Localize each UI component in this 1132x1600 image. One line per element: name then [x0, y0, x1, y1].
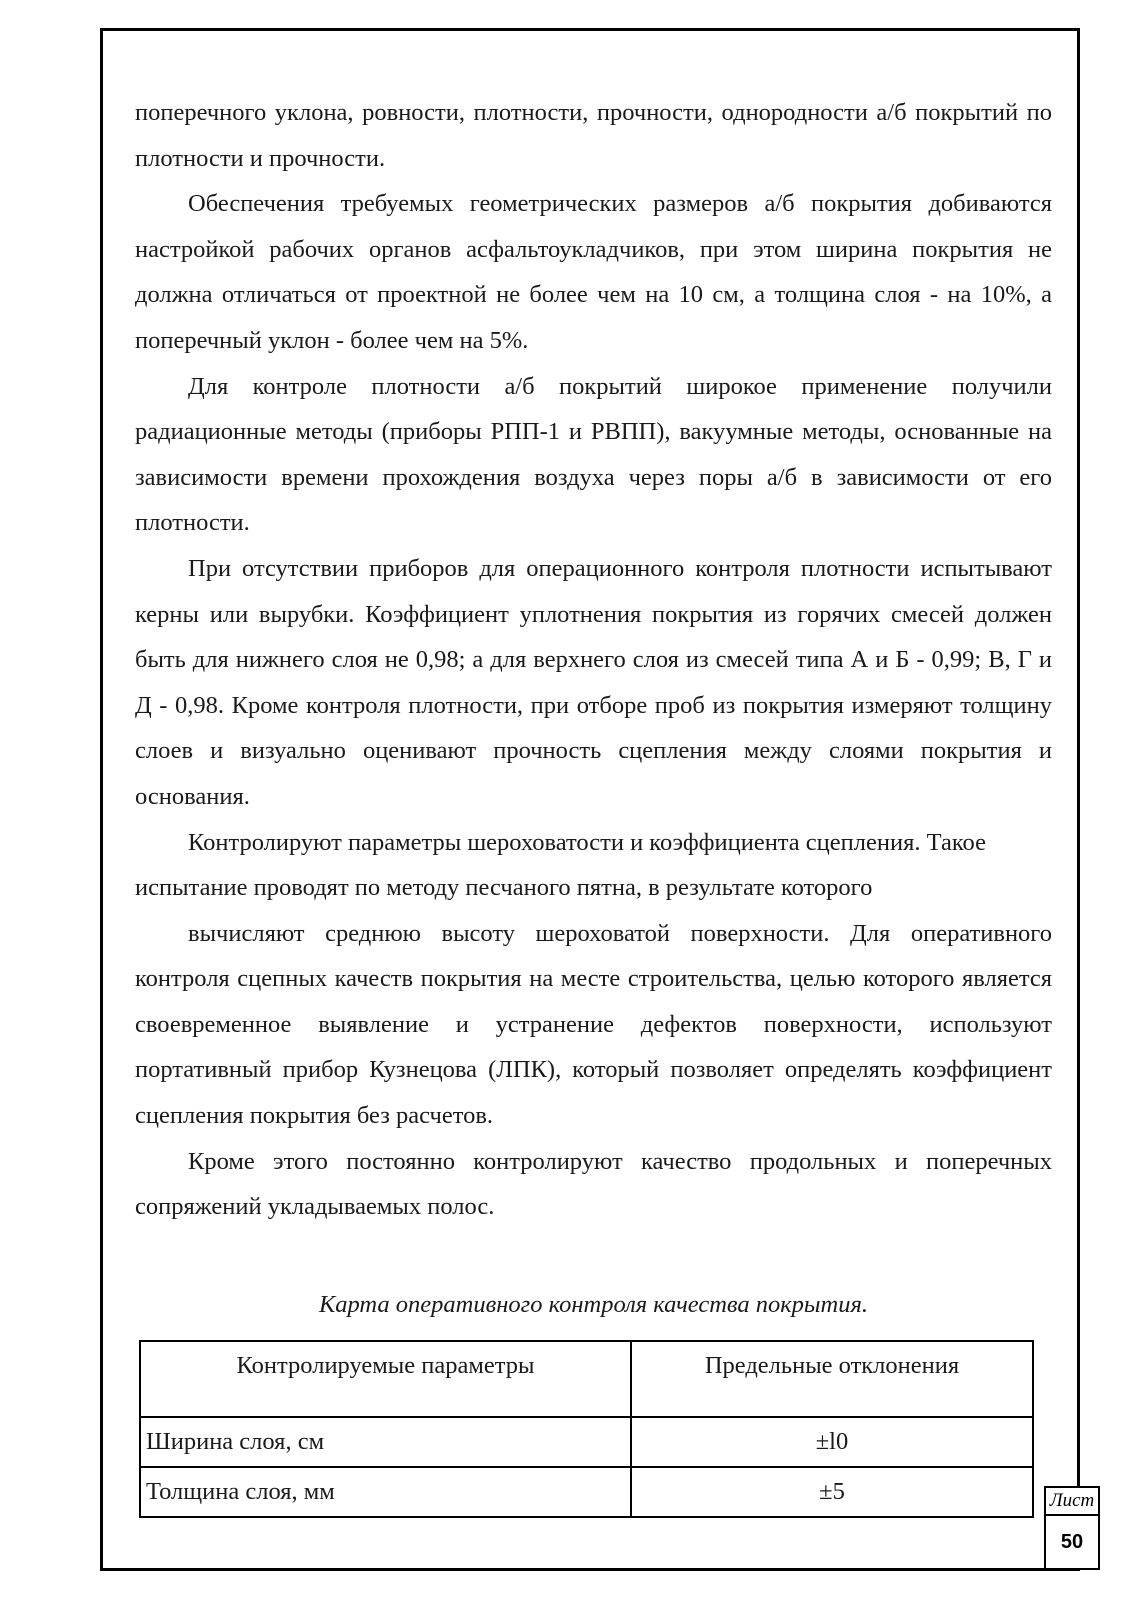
body-text	[135, 90, 1052, 1230]
table-row	[140, 1467, 1033, 1517]
paragraph-geometric-dimensions: Обеспечения требуемых геометрических размеров а/б покрытия добиваются настройкой рабочих органов асфальтоукладчиков, при этом ширина покрытия не должна отличаться от проектной не более чем на 10 см, а толщина слоя - на 10%, а поперечный уклон - более чем на 5%.	[135, 190, 1052, 354]
cell-parameter: Толщина слоя, мм	[140, 1467, 631, 1517]
paragraph-cores-testing: При отсутствии приборов для операционного контроля плотности испытывают керны или вырубки. Коэффициент уплотнения покрытия из горячих смесей должен быть для нижнего слоя не 0,98; а для верхнего слоя из смесей типа А и Б - 0,99; В, Г и Д - 0,98. Кроме контроля плотности, при отборе проб из покрытия измеряют толщину слоев и визуально оценивают прочность сцепления между слоями покрытия и основания.	[135, 554, 1052, 810]
paragraph-roughness: Контролируют параметры шероховатости и коэффициента сцепления. Такое испытание проводят по методу песчаного пятна, в результате которого	[135, 828, 986, 902]
table-row	[140, 1417, 1033, 1467]
table-caption: Карта оперативного контроля качества покрытия.	[318, 1291, 868, 1318]
header-parameters: Контролируемые параметры	[140, 1341, 631, 1417]
paragraph-density-control: Для контроле плотности а/б покрытий широкое применение получили радиационные методы (приборы РПП-1 и РВПП), вакуумные методы, основанные на зависимости времени прохождения воздуха через поры а/б в зависимости от его плотности.	[135, 372, 1052, 537]
paragraph-roughness-height: вычисляют среднюю высоту шероховатой поверхности. Для оперативного контроля сцепных качеств покрытия на месте строительства, целью которого является своевременное выявление и устранение дефектов поверхности, используют портативный прибор Кузнецова (ЛПК), который позволяет определять коэффициент сцепления покрытия без расчетов.	[135, 919, 1052, 1130]
paragraph-joints-control: Кроме этого постоянно контролируют качество продольных и поперечных сопряжений укладываемых полос.	[135, 1147, 1052, 1221]
table-header-row	[140, 1341, 1033, 1417]
sheet-label: Лист	[1046, 1488, 1098, 1516]
cell-parameter: Ширина слоя, см	[140, 1417, 631, 1467]
quality-control-table	[139, 1340, 1034, 1518]
cell-deviation: ±l0	[631, 1417, 1033, 1467]
page-number: 50	[1060, 1531, 1084, 1553]
cell-deviation: ±5	[631, 1467, 1033, 1517]
sheet-stamp	[1044, 1486, 1100, 1570]
paragraph-continuation: поперечного уклона, ровности, плотности, прочности, однородности а/б покрытий по плотности и прочности.	[135, 99, 1052, 172]
header-deviations: Предельные отклонения	[631, 1341, 1033, 1417]
